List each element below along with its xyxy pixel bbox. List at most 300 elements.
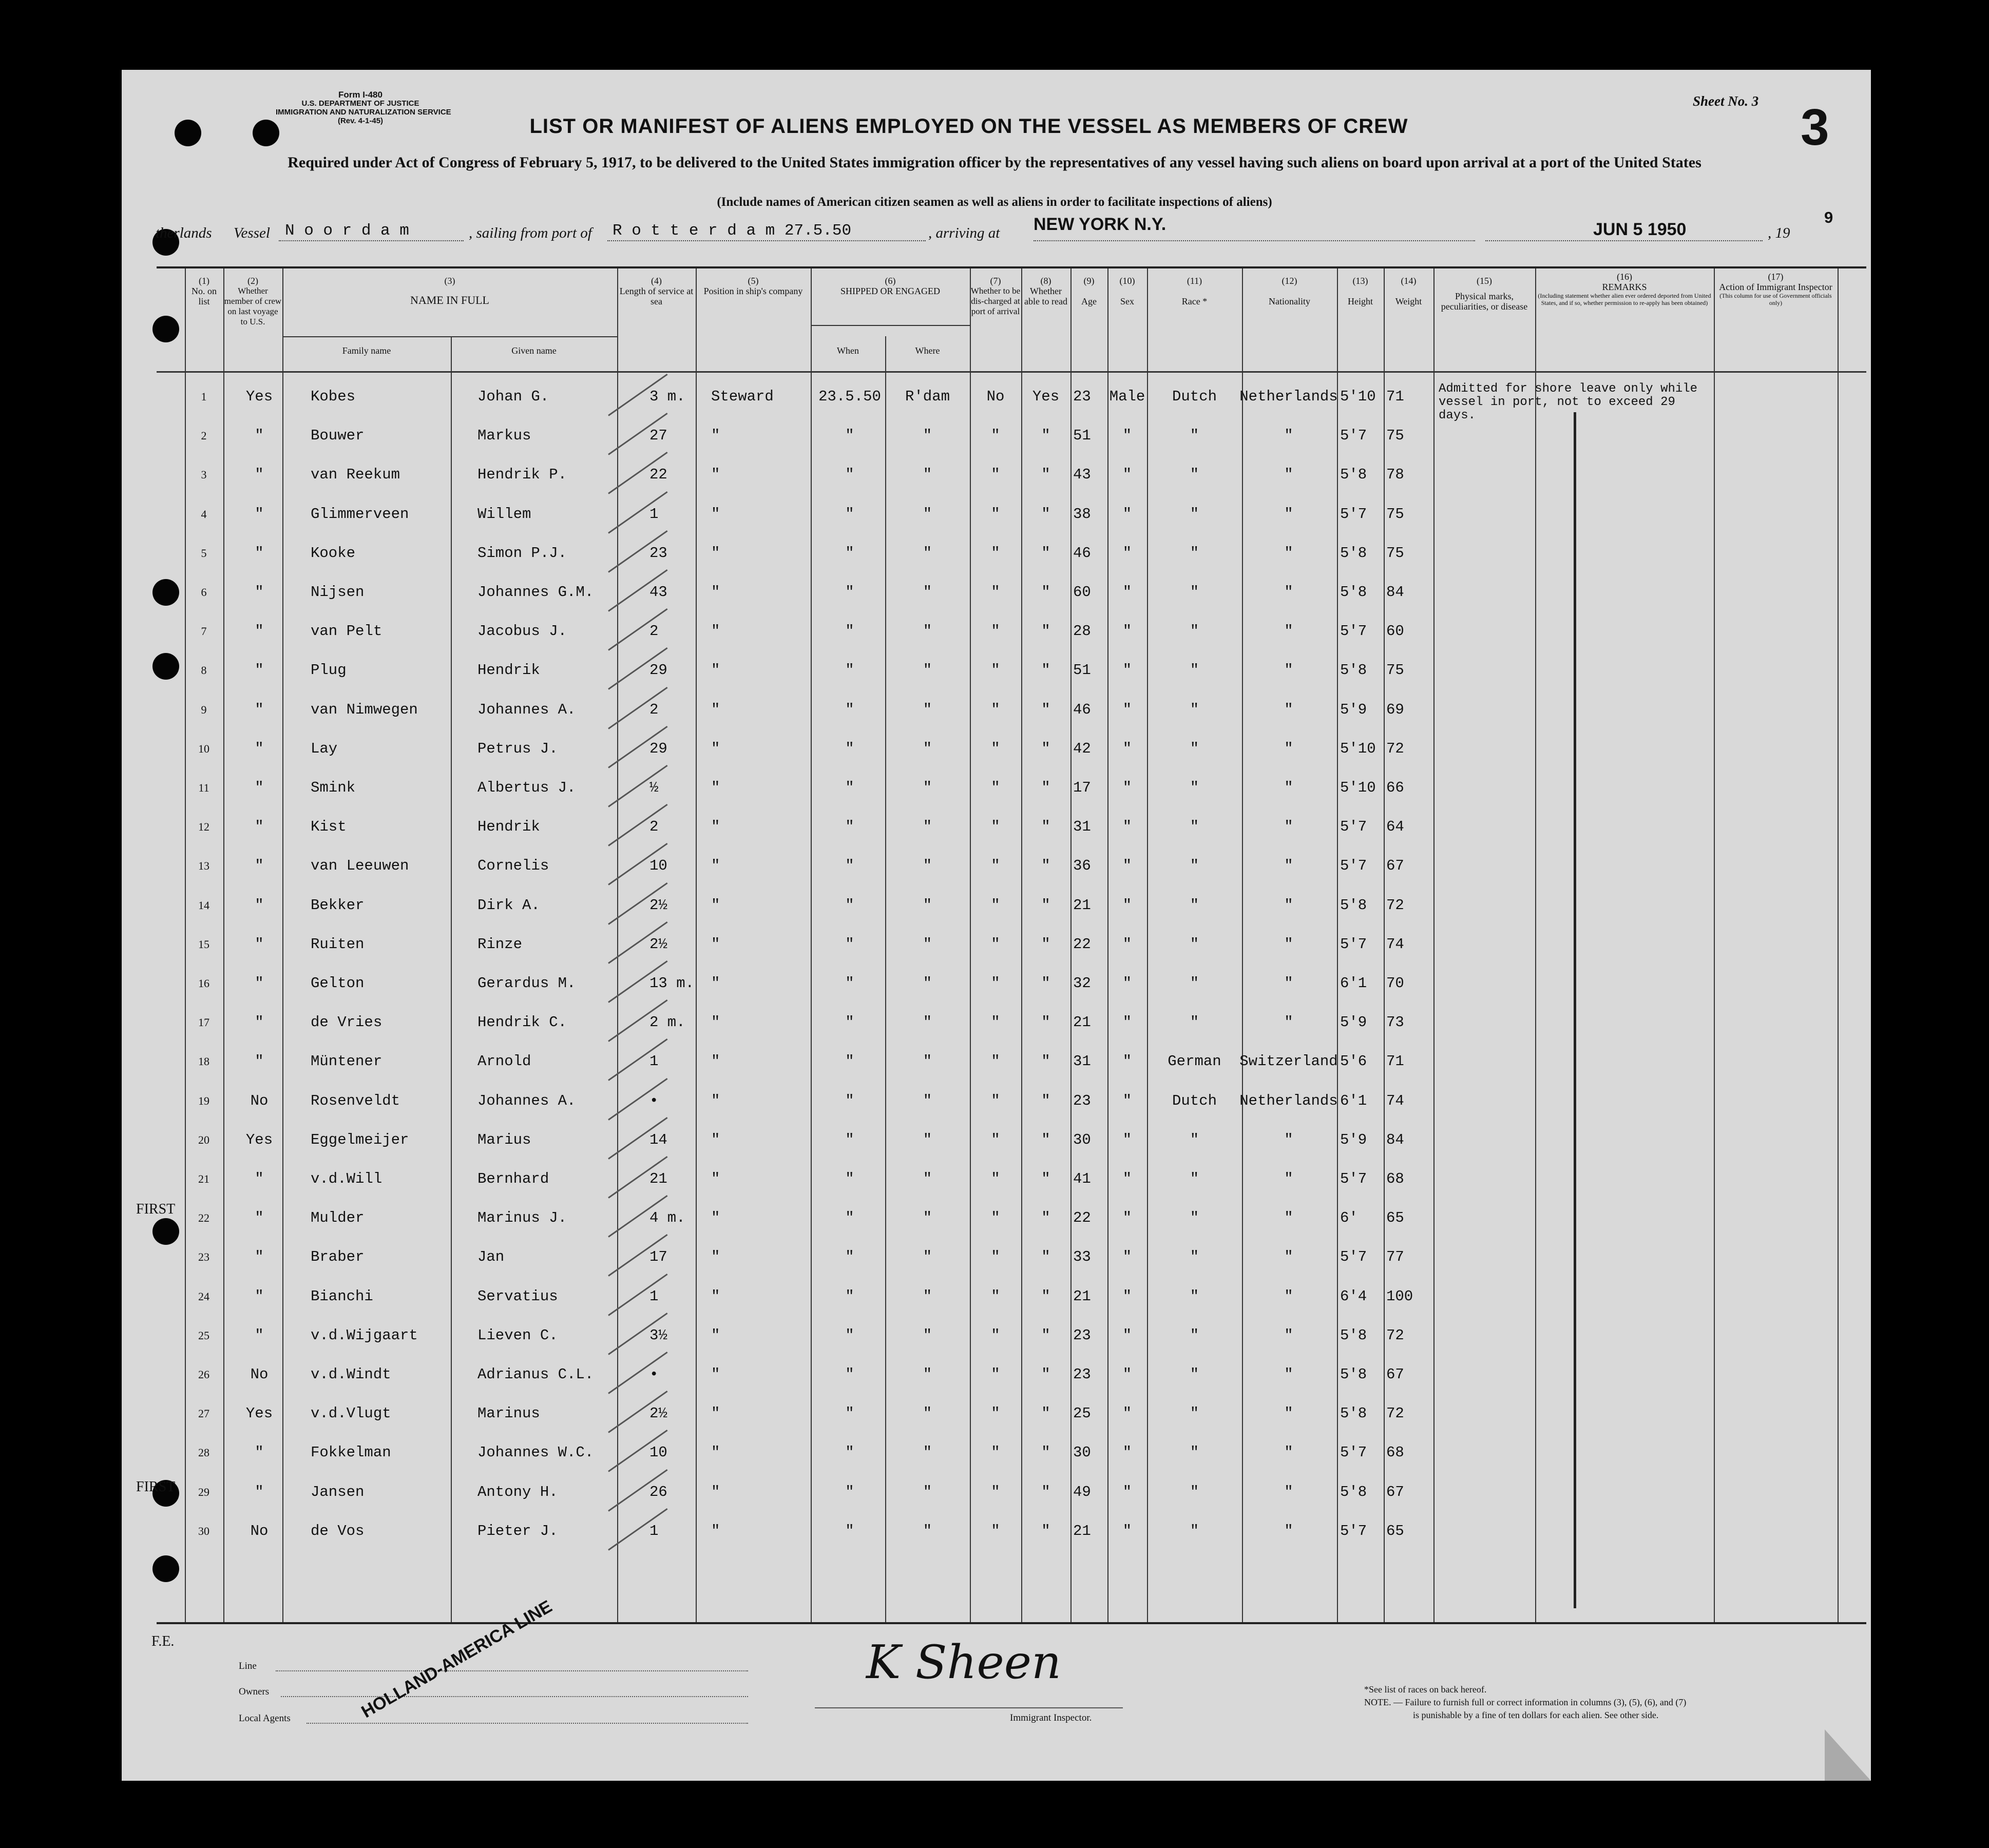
cell-prev: " — [255, 1483, 264, 1500]
cell-where: " — [923, 1131, 932, 1148]
cell-height: 6' — [1340, 1209, 1358, 1227]
cell-weight: 77 — [1386, 1248, 1404, 1266]
cell-family: Mulder — [311, 1209, 365, 1227]
cell-weight: 74 — [1386, 935, 1404, 953]
cell-where: R'dam — [905, 388, 950, 405]
cell-race: " — [1190, 1522, 1199, 1539]
cell-where: " — [923, 975, 932, 992]
cell-height: 5'8 — [1340, 584, 1367, 601]
cell-age: 51 — [1073, 427, 1091, 445]
cell-given: Hendrik — [477, 818, 540, 836]
cell-weight: 65 — [1386, 1522, 1404, 1539]
cell-given: Adrianus C.L. — [477, 1366, 594, 1383]
cell-age: 28 — [1073, 623, 1091, 640]
cell-prev: " — [255, 584, 264, 601]
cell-given: Petrus J. — [477, 740, 558, 757]
sheet-label: Sheet No. — [1693, 93, 1748, 109]
cell-nat: " — [1284, 740, 1293, 757]
cell-where: " — [923, 896, 932, 914]
cell-position: " — [711, 584, 720, 601]
cell-sex: " — [1122, 544, 1132, 562]
cell-race: " — [1190, 1131, 1199, 1148]
header-shipped: (6) SHIPPED OR ENGAGED — [840, 276, 940, 296]
cell-given: Markus — [477, 427, 531, 445]
cell-weight: 78 — [1386, 466, 1404, 484]
cell-disch: " — [991, 1131, 1000, 1148]
cell-family: v.d.Windt — [311, 1366, 391, 1383]
cell-height: 5'7 — [1340, 427, 1367, 445]
cell-height: 5'8 — [1340, 896, 1367, 914]
punch-hole — [175, 120, 201, 146]
cell-family: Kooke — [311, 544, 356, 562]
cell-position: " — [711, 779, 720, 796]
cell-age: 22 — [1073, 1209, 1091, 1227]
row-number: 25 — [198, 1329, 209, 1342]
cell-position: " — [711, 935, 720, 953]
remarks-note: Admitted for shore leave only while vessel in port, not to exceed 29 days. — [1439, 382, 1698, 422]
cell-weight: 67 — [1386, 1366, 1404, 1383]
cell-sex: " — [1122, 505, 1132, 523]
cell-disch: " — [991, 818, 1000, 836]
cell-service: • — [649, 1366, 659, 1383]
cell-weight: 72 — [1386, 1326, 1404, 1344]
header-remarks: (16) REMARKS (Including statement whether alien ever ordered deported from United States, and if so, whether permission to re-apply has been obtained) — [1538, 272, 1711, 306]
cell-sex: " — [1122, 1092, 1132, 1109]
cell-height: 5'7 — [1340, 505, 1367, 523]
cell-disch: " — [991, 1483, 1000, 1500]
cell-disch: " — [991, 740, 1000, 757]
row-number: 22 — [198, 1211, 209, 1225]
cell-given: Marius — [477, 1131, 531, 1148]
cell-service: 10 — [649, 857, 667, 875]
cell-position: " — [711, 701, 720, 718]
row-number: 14 — [198, 898, 209, 912]
cell-read: " — [1041, 1014, 1050, 1031]
cell-age: 32 — [1073, 975, 1091, 992]
row-number: 10 — [198, 742, 209, 755]
cell-race: " — [1190, 975, 1199, 992]
row-number: 24 — [198, 1289, 209, 1303]
header-service: (4) Length of service at sea — [619, 276, 694, 306]
cell-race: " — [1190, 896, 1199, 914]
cell-position: " — [711, 1405, 720, 1422]
cell-nat: " — [1284, 1248, 1293, 1266]
cell-race: " — [1190, 1326, 1199, 1344]
cell-height: 6'1 — [1340, 1092, 1367, 1109]
cell-height: 6'1 — [1340, 975, 1367, 992]
cell-read: " — [1041, 1131, 1050, 1148]
cell-height: 5'7 — [1340, 1522, 1367, 1539]
cell-given: Johannes A. — [477, 1092, 576, 1109]
cell-read: " — [1041, 935, 1050, 953]
cell-weight: 70 — [1386, 975, 1404, 992]
cell-nat: " — [1284, 1444, 1293, 1461]
cell-nat: " — [1284, 857, 1293, 875]
header-read: (8) Whether able to read — [1024, 276, 1067, 306]
cell-prev: " — [255, 779, 264, 796]
cell-weight: 66 — [1386, 779, 1404, 796]
row-number: 9 — [201, 703, 207, 716]
cell-race: " — [1190, 701, 1199, 718]
cell-where: " — [923, 662, 932, 679]
cell-where: " — [923, 1248, 932, 1266]
cell-read: " — [1041, 1522, 1050, 1539]
cell-when: " — [845, 701, 854, 718]
manifest-sheet — [122, 70, 1871, 1781]
cell-nat: Switzerland — [1239, 1053, 1338, 1070]
cell-given: Albertus J. — [477, 779, 576, 796]
cell-when: " — [845, 1366, 854, 1383]
cell-race: " — [1190, 1366, 1199, 1383]
cell-read: " — [1041, 1092, 1050, 1109]
cell-race: Dutch — [1172, 388, 1217, 405]
cell-when: " — [845, 1209, 854, 1227]
cell-prev: " — [255, 1170, 264, 1187]
cell-race: " — [1190, 584, 1199, 601]
cell-given: Gerardus M. — [477, 975, 576, 992]
cell-family: Bekker — [311, 896, 365, 914]
cell-disch: " — [991, 505, 1000, 523]
cell-when: " — [845, 505, 854, 523]
cell-race: " — [1190, 1209, 1199, 1227]
cell-where: " — [923, 584, 932, 601]
cell-disch: " — [991, 1405, 1000, 1422]
cell-prev: " — [255, 1444, 264, 1461]
cell-given: Dirk A. — [477, 896, 540, 914]
cell-when: " — [845, 740, 854, 757]
header-race: (11) Race * — [1181, 276, 1208, 306]
cell-disch: No — [986, 388, 1005, 405]
cell-when: " — [845, 1483, 854, 1500]
cell-height: 5'8 — [1340, 662, 1367, 679]
cell-age: 30 — [1073, 1444, 1091, 1461]
cell-weight: 60 — [1386, 623, 1404, 640]
cell-where: " — [923, 935, 932, 953]
cell-position: " — [711, 1014, 720, 1031]
cell-nat: " — [1284, 779, 1293, 796]
cell-weight: 68 — [1386, 1170, 1404, 1187]
cell-service: 4 m. — [649, 1209, 685, 1227]
cell-position: " — [711, 1444, 720, 1461]
cell-race: " — [1190, 427, 1199, 445]
cell-sex: " — [1122, 1014, 1132, 1031]
cell-given: Johannes G.M. — [477, 584, 594, 601]
cell-height: 5'7 — [1340, 1248, 1367, 1266]
cell-family: de Vos — [311, 1522, 365, 1539]
cell-given: Hendrik — [477, 662, 540, 679]
cell-disch: " — [991, 584, 1000, 601]
cell-family: Glimmerveen — [311, 505, 409, 523]
cell-read: " — [1041, 701, 1050, 718]
cell-race: " — [1190, 779, 1199, 796]
cell-disch: " — [991, 1248, 1000, 1266]
cell-age: 25 — [1073, 1405, 1091, 1422]
footnote — [1364, 1683, 1686, 1722]
cell-position: " — [711, 1522, 720, 1539]
cell-when: " — [845, 623, 854, 640]
cell-service: 2 — [649, 818, 659, 836]
cell-service: 29 — [649, 662, 667, 679]
cell-race: " — [1190, 857, 1199, 875]
cell-given: Rinze — [477, 935, 523, 953]
crew-table — [136, 266, 1866, 1649]
cell-where: " — [923, 740, 932, 757]
sheet-number — [1693, 93, 1758, 109]
cell-sex: " — [1122, 662, 1132, 679]
cell-where: " — [923, 1366, 932, 1383]
cell-where: " — [923, 1444, 932, 1461]
cell-where: " — [923, 779, 932, 796]
cell-family: Kobes — [311, 388, 356, 405]
header-given-name: Given name — [511, 345, 557, 356]
cell-when: " — [845, 1248, 854, 1266]
cell-race: " — [1190, 466, 1199, 484]
cell-read: " — [1041, 544, 1050, 562]
cell-weight: 67 — [1386, 857, 1404, 875]
row-number: 13 — [198, 859, 209, 873]
cell-read: " — [1041, 896, 1050, 914]
cell-weight: 68 — [1386, 1444, 1404, 1461]
row-number: 21 — [198, 1172, 209, 1185]
cell-position: " — [711, 896, 720, 914]
header-family-name: Family name — [342, 345, 391, 356]
row-number: 19 — [198, 1094, 209, 1107]
margin-mark: FIRST — [136, 1201, 176, 1217]
cell-read: " — [1041, 818, 1050, 836]
cell-prev: " — [255, 1209, 264, 1227]
cell-family: Gelton — [311, 975, 365, 992]
cell-position: " — [711, 1131, 720, 1148]
cell-disch: " — [991, 1053, 1000, 1070]
cell-height: 6'4 — [1340, 1287, 1367, 1305]
vessel-line — [150, 208, 1865, 249]
row-number: 23 — [198, 1250, 209, 1264]
cell-nat: Netherlands — [1239, 388, 1338, 405]
cell-prev: " — [255, 623, 264, 640]
cell-where: " — [923, 1209, 932, 1227]
cell-sex: " — [1122, 1131, 1132, 1148]
cell-where: " — [923, 1522, 932, 1539]
agents-label: Local Agents — [239, 1713, 291, 1724]
cell-position: " — [711, 662, 720, 679]
cell-sex: " — [1122, 701, 1132, 718]
cell-family: van Pelt — [311, 623, 382, 640]
cell-nat: " — [1284, 544, 1293, 562]
cell-when: " — [845, 1444, 854, 1461]
footnote-races: *See list of races on back hereof. — [1364, 1684, 1487, 1695]
line-label: Line — [239, 1661, 257, 1671]
cell-height: 5'8 — [1340, 544, 1367, 562]
cell-position: " — [711, 1326, 720, 1344]
cell-race: " — [1190, 1444, 1199, 1461]
arriving-stamp: NEW YORK N.Y. — [1034, 215, 1166, 234]
cell-race: " — [1190, 662, 1199, 679]
row-number: 17 — [198, 1016, 209, 1029]
cell-weight: 72 — [1386, 896, 1404, 914]
cell-position: " — [711, 857, 720, 875]
cell-age: 33 — [1073, 1248, 1091, 1266]
dotted-line — [279, 240, 464, 241]
cell-nat: " — [1284, 1014, 1293, 1031]
cell-family: Nijsen — [311, 584, 365, 601]
cell-service: 17 — [649, 1248, 667, 1266]
header-discharged: (7) Whether to be dis-charged at port of arrival — [970, 276, 1021, 316]
cell-sex: " — [1122, 623, 1132, 640]
cell-service: 13 m. — [649, 975, 695, 992]
cell-family: de Vries — [311, 1014, 382, 1031]
margin-mark: F.E. — [151, 1633, 175, 1649]
cell-prev: Yes — [245, 1131, 273, 1148]
cell-height: 5'9 — [1340, 1131, 1367, 1148]
vessel-label: Vessel — [234, 225, 270, 241]
cell-position: " — [711, 975, 720, 992]
cell-nat: " — [1284, 662, 1293, 679]
cell-family: Rosenveldt — [311, 1092, 400, 1109]
cell-prev: " — [255, 1287, 264, 1305]
cell-disch: " — [991, 466, 1000, 484]
cell-age: 43 — [1073, 466, 1091, 484]
cell-service: 2½ — [649, 1405, 667, 1422]
cell-position: " — [711, 1170, 720, 1187]
cell-given: Marinus J. — [477, 1209, 567, 1227]
row-number: 29 — [198, 1485, 209, 1498]
cell-weight: 67 — [1386, 1483, 1404, 1500]
row-number: 5 — [201, 546, 207, 560]
cell-disch: " — [991, 896, 1000, 914]
cell-position: " — [711, 1287, 720, 1305]
cell-family: van Leeuwen — [311, 857, 409, 875]
port-value: R o t t e r d a m 27.5.50 — [613, 222, 852, 240]
cell-disch: " — [991, 935, 1000, 953]
cell-family: v.d.Will — [311, 1170, 382, 1187]
header-name: (3) NAME IN FULL — [410, 276, 489, 306]
cell-sex: " — [1122, 1522, 1132, 1539]
cell-where: " — [923, 701, 932, 718]
cell-service: 26 — [649, 1483, 667, 1500]
page-curl — [1825, 1729, 1871, 1781]
cell-read: " — [1041, 1444, 1050, 1461]
cell-given: Cornelis — [477, 857, 549, 875]
cell-prev: " — [255, 1326, 264, 1344]
cell-service: • — [649, 1092, 659, 1109]
cell-nat: " — [1284, 1522, 1293, 1539]
cell-height: 5'7 — [1340, 1170, 1367, 1187]
cell-weight: 75 — [1386, 662, 1404, 679]
cell-service: 2 — [649, 623, 659, 640]
cell-race: " — [1190, 1014, 1199, 1031]
cell-sex: " — [1122, 1326, 1132, 1344]
inspector-label: Immigrant Inspector. — [1010, 1712, 1092, 1723]
cell-weight: 64 — [1386, 818, 1404, 836]
cell-read: " — [1041, 779, 1050, 796]
cell-prev: " — [255, 935, 264, 953]
year-extra: 9 — [1824, 208, 1833, 226]
cell-service: 10 — [649, 1444, 667, 1461]
cell-read: " — [1041, 1287, 1050, 1305]
cell-weight: 75 — [1386, 427, 1404, 445]
cell-sex: " — [1122, 1405, 1132, 1422]
cell-disch: " — [991, 623, 1000, 640]
cell-height: 5'9 — [1340, 701, 1367, 718]
cell-family: Bianchi — [311, 1287, 373, 1305]
cell-weight: 72 — [1386, 740, 1404, 757]
cell-height: 5'9 — [1340, 1014, 1367, 1031]
dotted-line — [607, 240, 926, 241]
cell-nat: " — [1284, 466, 1293, 484]
cell-weight: 65 — [1386, 1209, 1404, 1227]
cell-service: 29 — [649, 740, 667, 757]
cell-height: 5'8 — [1340, 1405, 1367, 1422]
cell-nat: " — [1284, 818, 1293, 836]
cell-given: Hendrik P. — [477, 466, 567, 484]
header-physical-marks: (15) Physical marks, peculiarities, or disease — [1441, 276, 1528, 312]
cell-age: 51 — [1073, 662, 1091, 679]
cell-when: " — [845, 779, 854, 796]
cell-where: " — [923, 623, 932, 640]
cell-when: " — [845, 818, 854, 836]
date-stamp: JUN 5 1950 — [1593, 220, 1687, 239]
cell-weight: 84 — [1386, 1131, 1404, 1148]
cell-weight: 75 — [1386, 505, 1404, 523]
cell-disch: " — [991, 662, 1000, 679]
cell-race: " — [1190, 623, 1199, 640]
cell-disch: " — [991, 975, 1000, 992]
cell-service: 22 — [649, 466, 667, 484]
cell-read: " — [1041, 505, 1050, 523]
cell-read: " — [1041, 466, 1050, 484]
cell-where: " — [923, 427, 932, 445]
cell-disch: " — [991, 857, 1000, 875]
cell-weight: 75 — [1386, 544, 1404, 562]
row-number: 6 — [201, 586, 207, 599]
form-dept: U.S. DEPARTMENT OF JUSTICE — [301, 99, 419, 108]
cell-position: " — [711, 544, 720, 562]
cell-prev: " — [255, 818, 264, 836]
cell-service: 43 — [649, 584, 667, 601]
cell-height: 5'8 — [1340, 1483, 1367, 1500]
cell-when: " — [845, 544, 854, 562]
cell-nat: " — [1284, 1170, 1293, 1187]
cell-sex: " — [1122, 1248, 1132, 1266]
cell-when: " — [845, 427, 854, 445]
cell-sex: " — [1122, 1483, 1132, 1500]
row-number: 11 — [198, 781, 209, 794]
cell-sex: " — [1122, 1170, 1132, 1187]
cell-height: 5'7 — [1340, 935, 1367, 953]
cell-nat: " — [1284, 505, 1293, 523]
cell-nat: " — [1284, 584, 1293, 601]
cell-height: 5'7 — [1340, 1444, 1367, 1461]
row-number: 7 — [201, 625, 207, 638]
cell-read: " — [1041, 584, 1050, 601]
cell-sex: " — [1122, 740, 1132, 757]
cell-height: 5'8 — [1340, 1326, 1367, 1344]
cell-height: 5'6 — [1340, 1053, 1367, 1070]
cell-height: 5'10 — [1340, 779, 1376, 796]
cell-family: Fokkelman — [311, 1444, 391, 1461]
cell-height: 5'7 — [1340, 818, 1367, 836]
cell-nat: " — [1284, 935, 1293, 953]
cell-read: " — [1041, 1053, 1050, 1070]
cell-family: Bouwer — [311, 427, 365, 445]
cell-where: " — [923, 1014, 932, 1031]
row-number: 20 — [198, 1133, 209, 1146]
cell-age: 42 — [1073, 740, 1091, 757]
cell-service: 2 m. — [649, 1014, 685, 1031]
cell-age: 23 — [1073, 1366, 1091, 1383]
big-sheet-number: 3 — [1801, 99, 1829, 156]
header-weight: (14) Weight — [1395, 276, 1422, 306]
